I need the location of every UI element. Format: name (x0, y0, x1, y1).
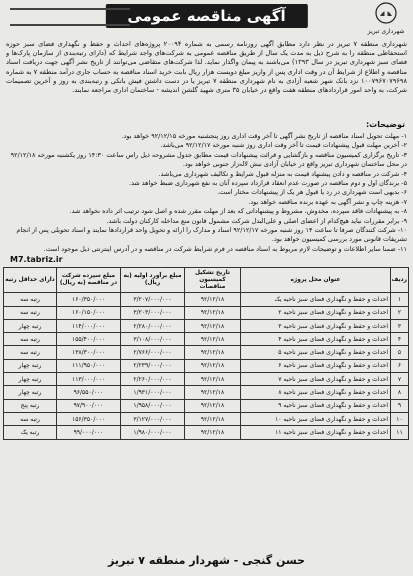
table-cell: ۳/۲۰۷/۰۰۰/۰۰۰ (121, 293, 185, 306)
note-item: ۹- برابر مقررات نباید هیچ‌کدام از اعضای اصلی و علی‌البدل شرکت مشمول قانون منع مداخله کارکنان دولت باشد. (106, 216, 407, 225)
table-row (4, 346, 409, 359)
table-cell: ۱/۹۸۰/۰۰۰/۰۰۰ (121, 426, 185, 439)
table-cell: ۹۲/۱۲/۱۸ (185, 333, 241, 346)
col-header: عنوان محل پروژه (241, 268, 391, 293)
table-row (4, 319, 409, 332)
notes-title: توضیحات: (365, 120, 405, 129)
table-row (4, 359, 409, 372)
table-row (4, 293, 409, 306)
table-row (4, 412, 409, 425)
note-item: ۱۱- ضمنا سایر اطلاعات و توضیحات لازم مربوط به اسناد مناقصه در فرم شرایط شرکت در مناقصه و در آدرس اینترنتی ذیل موجود است. (43, 244, 407, 253)
table-cell: ۹۲/۱۲/۱۸ (185, 426, 241, 439)
table-cell: ۲/۷۶۶/۰۰۰/۰۰۰ (121, 346, 185, 359)
table-cell: احداث و حفظ و نگهداری فضای سبز ناحیه ۷ (241, 373, 391, 386)
municipality-logo (367, 2, 405, 36)
table-cell: ۱۳۸/۳۰۰/۰۰۰ (57, 346, 121, 359)
table-cell: ۱/۹۳۱/۰۰۰/۰۰۰ (121, 386, 185, 399)
col-header: مبلغ برآورد اولیه (به ریال) (121, 268, 185, 293)
table-cell: رتبه سه (4, 306, 57, 319)
table-cell: ۱/۹۵۸/۰۰۰/۰۰۰ (121, 399, 185, 412)
table-cell: ۶ (391, 359, 409, 372)
table-cell: ۱۰ (391, 412, 409, 425)
table-cell: ۹۲/۱۲/۱۸ (185, 319, 241, 332)
table-cell: ۹۲/۱۲/۱۸ (185, 293, 241, 306)
table-cell: ۵ (391, 346, 409, 359)
table-cell: ۱۱ (391, 426, 409, 439)
table-cell: رتبه سه (4, 412, 57, 425)
table-cell: احداث و حفظ و نگهداری فضای سبز ناحیه ۲ (241, 306, 391, 319)
note-item: ۴- شرکت در مناقصه و دادن پیشنهاد قیمت به منزله قبول شرایط و تکالیف شهرداری می‌باشد. (158, 169, 407, 178)
table-cell: رتبه سه (4, 293, 57, 306)
table-cell: رتبه سه (4, 346, 57, 359)
table-cell: ۹۲/۱۲/۱۸ (185, 386, 241, 399)
table-cell: ۹۹/۰۰۰/۰۰۰ (57, 426, 121, 439)
table-cell: ۲ (391, 306, 409, 319)
table-cell: ۹۷/۹۰۰/۰۰۰ (57, 399, 121, 412)
table-row (4, 399, 409, 412)
table-cell: رتبه سه (4, 333, 57, 346)
table-row (4, 386, 409, 399)
table-cell: ۳/۱۲۷/۰۰۰/۰۰۰ (121, 412, 185, 425)
table-cell: احداث و حفظ و نگهداری فضای سبز ناحیه یک (241, 293, 391, 306)
note-item: ۲- آخرین مهلت قبول پیشنهادات قیمت تا آخر وقت اداری روز شنبه مورخه ۹۲/۱۲/۱۷ می‌باشد. (160, 141, 407, 150)
table-cell: احداث و حفظ و نگهداری فضای سبز ناحیه ۱۱ (241, 426, 391, 439)
table-cell: رتبه چهار (4, 373, 57, 386)
table-cell: احداث و حفظ و نگهداری فضای سبز ناحیه ۶ (241, 359, 391, 372)
table-cell: ۲/۲۳۹/۰۰۰/۰۰۰ (121, 359, 185, 372)
table-cell: رتبه چهار (4, 359, 57, 372)
intro-paragraph: شهرداری منطقه ۷ تبریز در نظر دارد مطابق آگهی روزنامه رسمی به شماره ۲۰۰۹۴ پروژه‌های احداث و حفظ و نگهداری فضای سبز حوزه استحفاظی منطقه را به شرح ذیل به مدت یک سال از طریق مناقصه عمومی به شرکت‌های واجد شرایط که (دارای رتبه‌بندی از سازمان پارک‌ها و فضای سبز شهرداری تبریز در سال ۱۳۹۳) می‌باشند به پیمان واگذار نماید. لذا شرکت‌های متقاضی می‌توانند از تاریخ نشر آگهی جهت دریافت اسناد مناقصه و اطلاع از شرایط آن در وقت اداری پس از واریز مبلغ دویست هزار ریال بابت خرید اسناد مناقصه به حساب جاری درآمد منطقه ۷ به شماره ۱۰۰۷۹۶۷۰۷۹۶۹۸ نزد بانک شهر شعبه آزادی به نام شهرداری منطقه ۷ تبریز یا در دست داشتن فیش بانکی و رتبه‌بندی به روز و آخرین تصمیمات شرکت، به واحد امور قراردادهای منطقه هفت واقع در خیابان ۳۵ متری شهید گلشن اندیشه - ساختمان اداری مراجعه نمایند. (6, 40, 407, 95)
table-cell: ۹۲/۱۲/۱۸ (185, 346, 241, 359)
logo-caption: شهرداری تبریز (367, 28, 405, 35)
table-cell: احداث و حفظ و نگهداری فضای سبز ناحیه ۴ (241, 333, 391, 346)
table-header-row (4, 268, 409, 293)
table-cell: ۳/۲۰۳/۰۰۰/۰۰۰ (121, 306, 185, 319)
table-cell: ۹۲/۱۲/۱۸ (185, 399, 241, 412)
note-item: ۸- به پیشنهادات فاقد سپرده، مخدوش، مشروط و پیشنهاداتی که بعد از مهلت مقرر شده و اصل شود ترتیب اثر داده نخواهد شد. (69, 207, 407, 216)
note-item: ۱۰- شرکت کنندگان صرفا تا ساعت ۱۴ روز شنبه مورخه ۹۲/۱۲/۱۷ اسناد و مدارک را ارائه و تحویل واحد قراردادها نمایند و اسناد تحویلی پس از انجام تشریفات قانونی مورد بررسی کمیسیون خواهد بود. (16, 226, 407, 244)
table-cell: ۲/۲۸۰/۰۰۰/۰۰۰ (121, 319, 185, 332)
table-cell: ۱۱۴/۰۰۰/۰۰۰ (57, 319, 121, 332)
table-cell: ۹۲/۱۲/۱۸ (185, 412, 241, 425)
table-cell: ۹ (391, 399, 409, 412)
table-cell: احداث و حفظ و نگهداری فضای سبز ناحیه ۵ (241, 346, 391, 359)
table-row (4, 373, 409, 386)
col-header: تاریخ تشکیل کمیسیون مناقصات (185, 268, 241, 293)
website-link[interactable]: M7.tabriz.ir (10, 255, 63, 265)
table-cell: ۷ (391, 373, 409, 386)
note-item: ۱- مهلت تحویل اسناد مناقصه از تاریخ نشر آگهی تا آخر وقت اداری روز پنجشنبه مورخه ۹۲/۱۲/۱۵ خواهد بود. (121, 132, 407, 140)
note-item: ۵- برندگان اول و دوم مناقصه در صورت عدم انعقاد قرارداد سپرده آنان به نفع شهرداری ضبط خواهد شد. (129, 179, 407, 188)
table-cell: احداث و حفظ و نگهداری فضای سبز ناحیه ۳ (241, 319, 391, 332)
col-header: مبلغ سپرده شرکت در مناقصه (به ریال) (57, 268, 121, 293)
notes-list (6, 132, 407, 254)
table-cell: ۹۲/۱۲/۱۸ (185, 373, 241, 386)
table-cell: احداث و حفظ و نگهداری فضای سبز ناحیه ۹ (241, 399, 391, 412)
table-cell: ۱۱۱/۹۵۰/۰۰۰ (57, 359, 121, 372)
table-cell: احداث و حفظ و نگهداری فضای سبز ناحیه ۸ (241, 386, 391, 399)
table-cell: ۳/۱۰۸/۰۰۰/۰۰۰ (121, 333, 185, 346)
table-cell: ۱۶۰/۳۵۰/۰۰۰ (57, 293, 121, 306)
table-cell: رتبه یک (4, 426, 57, 439)
table-cell: ۱۶۰/۱۵۰/۰۰۰ (57, 306, 121, 319)
note-item: ۳- تاریخ برگزاری کمیسیون مناقصه و بازگشایی و قرائت پیشنهادات قیمت مطابق جدول مشروحه ذیل راس ساعت ۱۴:۳۰ روز یکشنبه مورخه ۹۲/۱۲/۱۸ در محل ساختمان شهرداری تبریز واقع در خیابان آزادی نبش لاله‌زار جنوبی خواهد بود. (10, 150, 407, 169)
table-cell: ۱۵۵/۴۰۰/۰۰۰ (57, 333, 121, 346)
table-cell: ۹۲/۱۲/۱۸ (185, 359, 241, 372)
table-cell: ۱۵۶/۳۵۰/۰۰۰ (57, 412, 121, 425)
decorative-bar (10, 8, 130, 26)
table-cell: ۱۱۳/۰۰۰/۰۰۰ (57, 373, 121, 386)
col-header: ردیف (391, 268, 409, 293)
table-cell: ۹۶/۵۵۰/۰۰۰ (57, 386, 121, 399)
table-cell: رتبه چهار (4, 319, 57, 332)
table-cell: ۱ (391, 293, 409, 306)
note-item: ۶- بدیهی است شهرداری در رد یا قبول هر یک از پیشنهادات مختار است. (217, 188, 407, 197)
col-header: دارای حداقل رتبه (4, 268, 57, 293)
table-cell: رتبه پنج (4, 399, 57, 412)
table-cell: احداث و حفظ و نگهداری فضای سبز ناحیه ۱۰ (241, 412, 391, 425)
table-cell: ۸ (391, 386, 409, 399)
notice-title: آگهی مناقصه عمومی (105, 4, 307, 28)
table-cell: ۳ (391, 319, 409, 332)
emblem-icon (375, 2, 397, 24)
table-row (4, 333, 409, 346)
table-cell: ۹۲/۱۲/۱۸ (185, 306, 241, 319)
projects-table (3, 267, 409, 439)
table-cell: رتبه چهار (4, 386, 57, 399)
signature-line: حسن گنجی - شهردار منطقه ۷ تبریز (108, 554, 305, 567)
note-item: ۷- هزینه چاپ و نشر آگهی به عهده برنده مناقصه خواهد بود. (248, 197, 407, 206)
table-row (4, 426, 409, 439)
table-row (4, 306, 409, 319)
table-cell: ۲/۲۶۰/۰۰۰/۰۰۰ (121, 373, 185, 386)
notice-header (4, 0, 409, 40)
table-cell: ۴ (391, 333, 409, 346)
